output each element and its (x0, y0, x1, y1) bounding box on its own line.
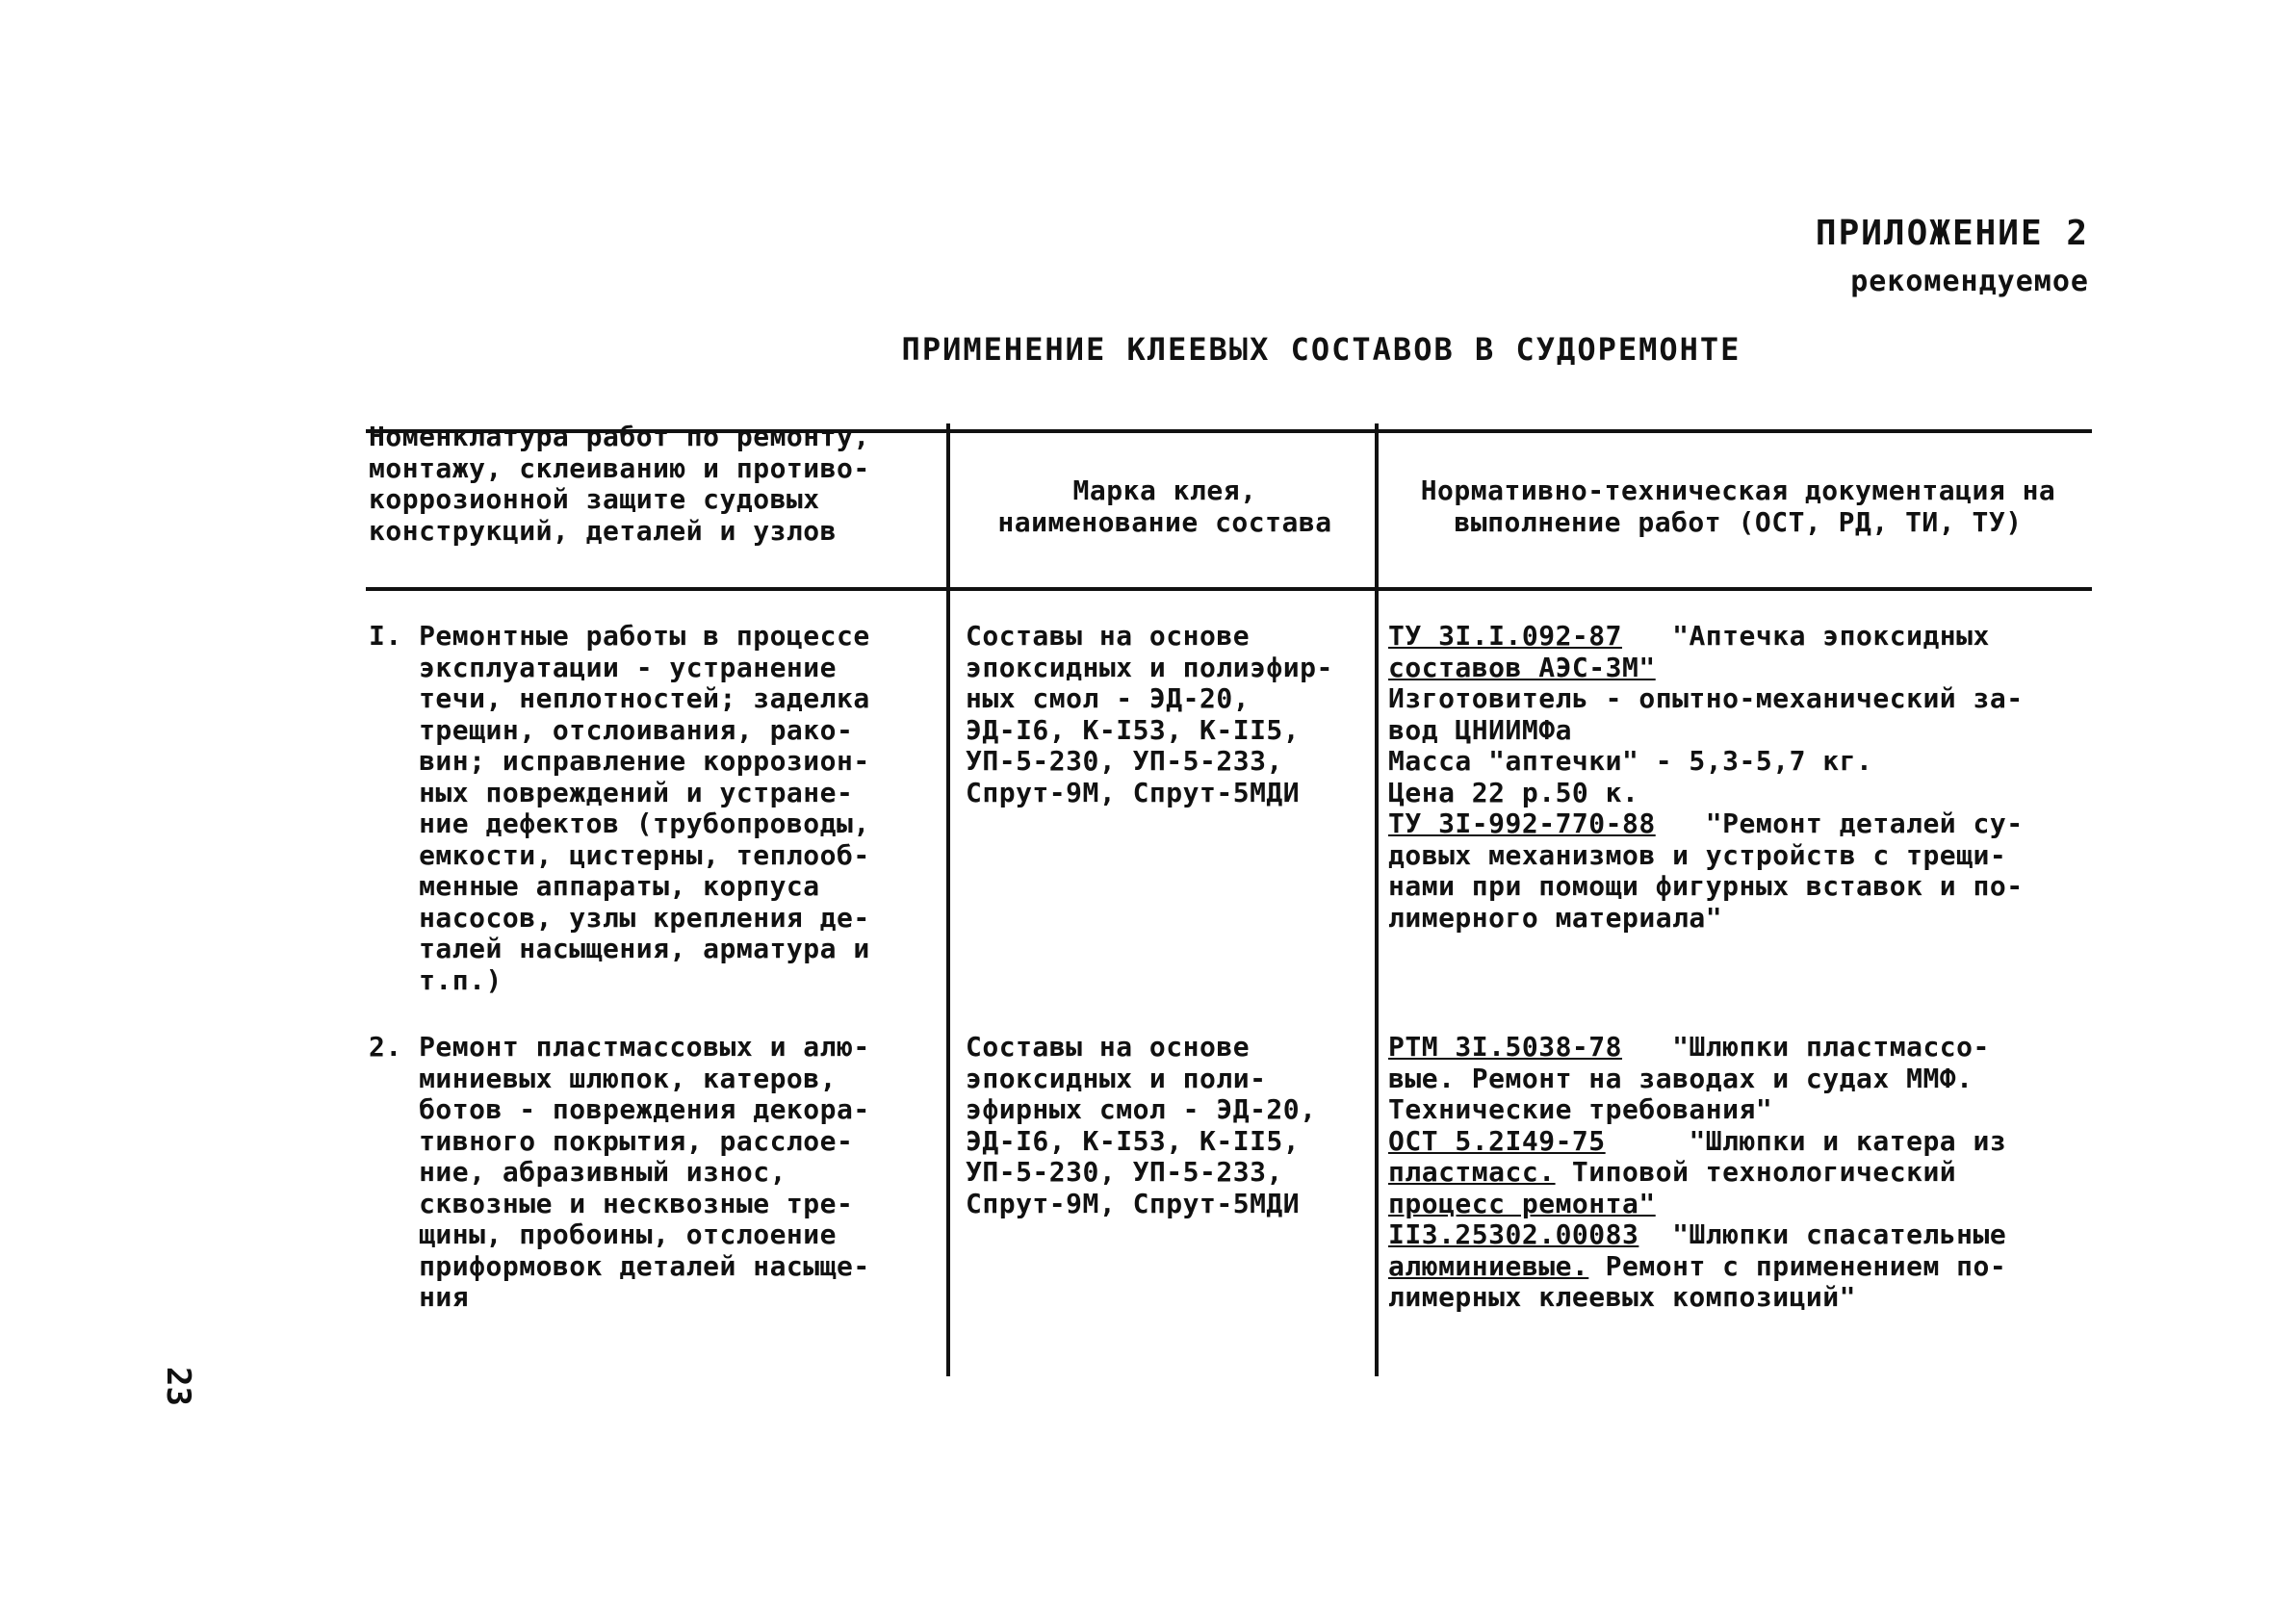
header-bottom-border (366, 587, 2092, 591)
column-divider-1 (946, 423, 950, 1376)
row1-works: I. Ремонтные работы в процессе эксплуатации - устранение течи, неплотностей; заделка трещин, отслоивания, рако- вин; исправление коррозион- ных повреждений и устране- ние дефектов (трубопроводы, емкости, цистерны, теплооб- менные аппараты, корпуса насосов, узлы крепления де- талей насыщения, арматура и т.п.) (369, 620, 870, 996)
row2-works: 2. Ремонт пластмассовых и алю- миниевых шлюпок, катеров, ботов - повреждения декора- тивного покрытия, расслое- ние, абразивный износ, сквозные и несквозные тре- щины, пробоины, отслоение приформовок деталей насыще- ния (369, 1031, 870, 1313)
page-title: ПРИМЕНЕНИЕ КЛЕЕВЫХ СОСТАВОВ В СУДОРЕМОНТЕ (901, 331, 1741, 368)
header-works: Номенклатура работ по ремонту, монтажу, склеиванию и противо- коррозионной защите судовых конструкций, деталей и узлов (369, 421, 870, 547)
row1-glue: Составы на основе эпоксидных и полиэфир- ных смол - ЭД-20, ЭД-I6, К-I53, К-II5, УП-5-230, УП-5-233, Спрут-9М, Спрут-5МДИ (966, 620, 1333, 808)
row2-docs: РТМ 3I.5038-78 "Шлюпки пластмассо- вые. Ремонт на заводах и судах ММФ. Технические требования" ОСТ 5.2I49-75 "Шлюпки и катера из пластмасс. Типовой технологический процесс ремонта" II3.25302.00083 "Шлюпки спасательные алюминиевые. Ремонт с применением по- лимерных клеевых композиций" (1388, 1031, 2007, 1313)
header-glue-brand: Марка клея, наименование состава (997, 474, 1332, 538)
appendix-label: ПРИЛОЖЕНИЕ 2 (1815, 214, 2089, 253)
page-number: 23 (159, 1367, 197, 1406)
header-documentation: Нормативно-техническая документация на выполнение работ (ОСТ, РД, ТИ, ТУ) (1420, 474, 2056, 538)
appendix-status: рекомендуемое (1850, 265, 2089, 298)
row1-docs: ТУ 3I.I.092-87 "Аптечка эпоксидных составов АЭС-3М" Изготовитель - опытно-механический за- вод ЦНИИМФа Масса "аптечки" - 5,3-5,7 кг. Цена 22 р.50 к. ТУ 3I-992-770-88 "Ремонт деталей су- довых механизмов и устройств с трещи- нами при помощи фигурных вставок и по- лимерного материала" (1388, 620, 2024, 934)
column-divider-2 (1375, 423, 1379, 1376)
row2-glue: Составы на основе эпоксидных и поли- эфирных смол - ЭД-20, ЭД-I6, К-I53, К-II5, УП-5-230, УП-5-233, Спрут-9М, Спрут-5МДИ (966, 1031, 1317, 1219)
appendix-block (1816, 214, 2089, 298)
